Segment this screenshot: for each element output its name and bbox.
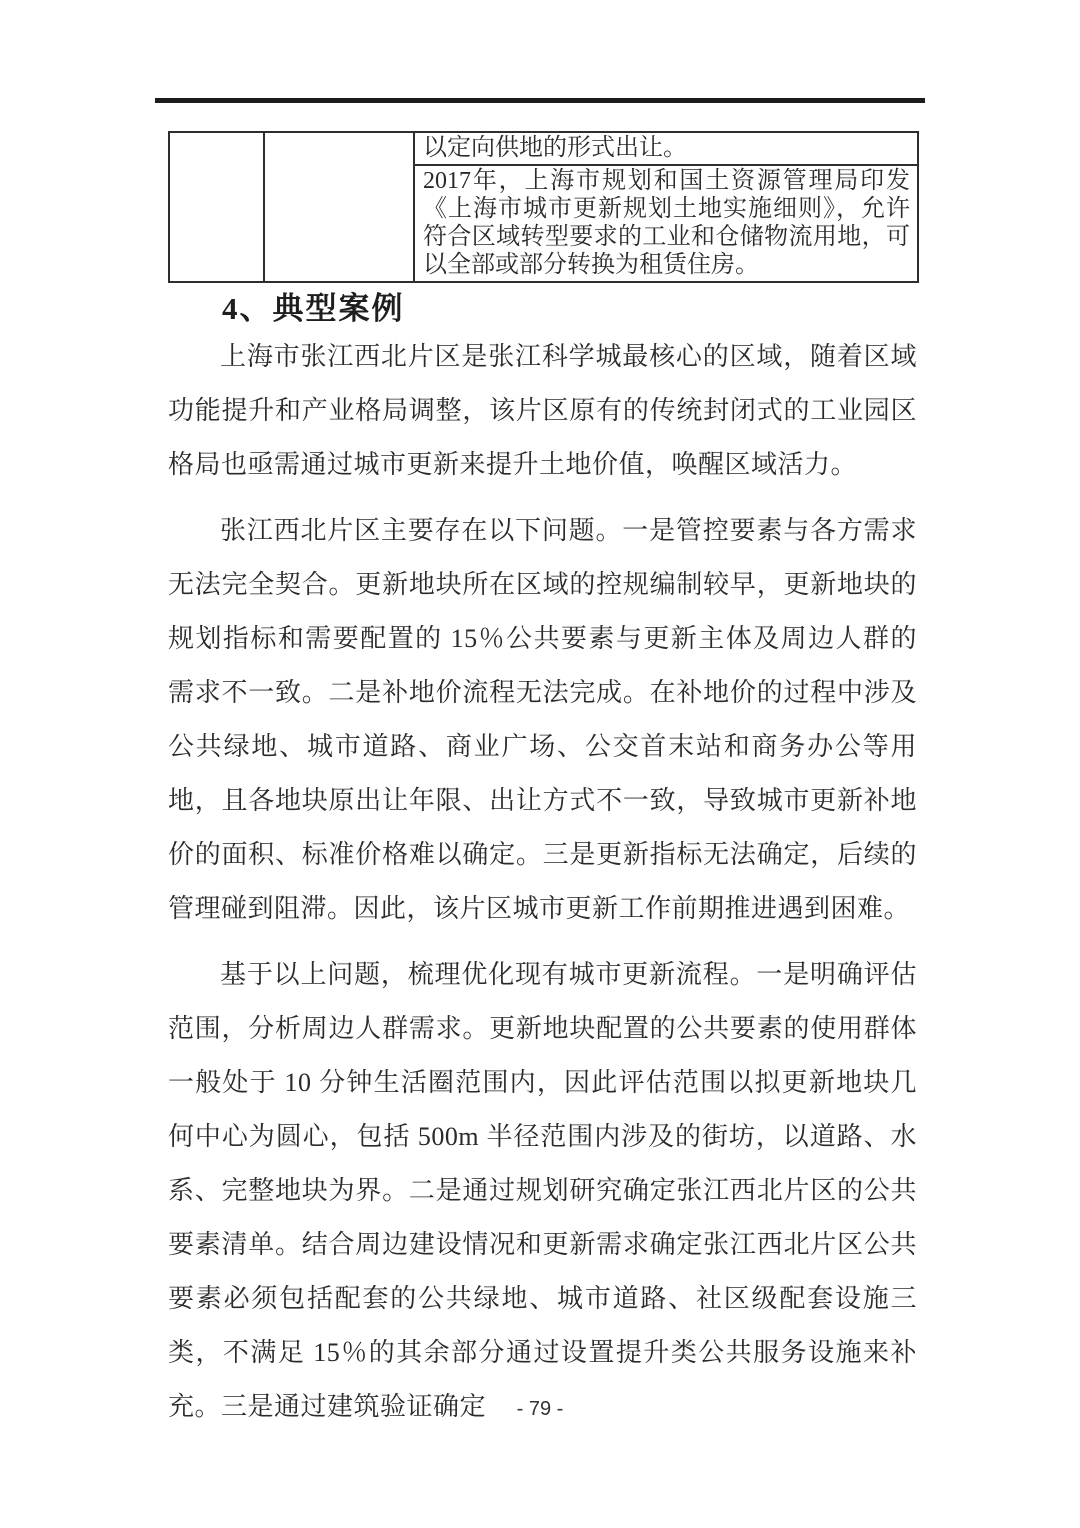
page-top-rule bbox=[155, 98, 925, 103]
table-cell-empty-col1 bbox=[169, 132, 264, 282]
body-paragraph-2: 张江西北片区主要存在以下问题。一是管控要素与各方需求无法完全契合。更新地块所在区域的控规编制较早，更新地块的规划指标和需要配置的 15％公共要素与更新主体及周边人群的需求不一致。二是补地价流程无法完成。在补地价的过程中涉及公共绿地、城市道路、商业广场、公交首末站和商务办公等用地，且各地块原出让年限、出让方式不一致，导致城市更新补地价的面积、标准价格难以确定。三是更新指标无法确定，后续的管理碰到阻滞。因此，该片区城市更新工作前期推进遇到困难。 bbox=[168, 516, 917, 923]
table-cell-text-row2: 2017年，上海市规划和国土资源管理局印发《上海市城市更新规划土地实施细则》，允许符合区域转型要求的工业和仓储物流用地，可以全部或部分转换为租赁住房。 bbox=[414, 165, 918, 282]
body-paragraph-3: 基于以上问题，梳理优化现有城市更新流程。一是明确评估范围，分析周边人群需求。更新地块配置的公共要素的使用群体一般处于 10 分钟生活圈范围内，因此评估范围以拟更新地块几何中心为圆心，包括 500m 半径范围内涉及的街坊，以道路、水系、完整地块为界。二是通过规划研究确定张江西北片区的公共要素清单。结合周边建设情况和更新需求确定张江西北片区公共要素必须包括配套的公共绿地、城市道路、社区级配套设施三类，不满足 15％的其余部分通过设置提升类公共服务设施来补充。三是通过建筑验证确定 bbox=[168, 960, 917, 1421]
continuation-table bbox=[168, 131, 919, 283]
page-number: - 79 - bbox=[516, 1398, 564, 1420]
body-paragraph-1: 上海市张江西北片区是张江科学城最核心的区域，随着区域功能提升和产业格局调整，该片区原有的传统封闭式的工业园区格局也亟需通过城市更新来提升土地价值，唤醒区域活力。 bbox=[168, 342, 917, 479]
table-cell-empty-col2 bbox=[264, 132, 414, 282]
body-text bbox=[168, 330, 917, 1446]
section-heading: 4、典型案例 bbox=[222, 291, 405, 326]
table-cell-text-row1: 以定向供地的形式出让。 bbox=[414, 132, 918, 165]
